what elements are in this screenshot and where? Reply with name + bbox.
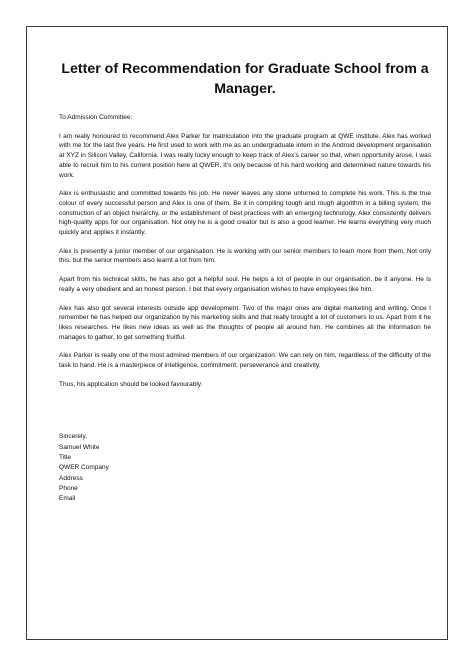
signature-company: QWER Company xyxy=(59,464,109,472)
letter-body xyxy=(59,113,431,389)
paragraph-intro: I am really honoured to recommend Alex Parker for matriculation into the graduate program at QWE institute. Alex has worked with me for the last five years. He first used to work with me as an undergraduate intern in the Android development organisation at XYZ in Silicon Valley, California. I was really lucky enough to keep track of Alex’s career so that, when opportunity arose, I was able to recruit him to his current position here at QWER. It’s only because of his hard working and determined nature towards his work. xyxy=(59,132,431,179)
paragraph-helpful-soul: Apart from his technical skills, he has also got a helpful soul. He helps a lot of people in our organisation, be it anyone. He is really a very obedient and an honest person. I bet that every organisation wishes to have employees like him. xyxy=(59,276,431,293)
letter-content xyxy=(59,59,431,505)
signature-address: Address xyxy=(59,474,83,482)
paragraph-interests: Alex has also got several interests outside app development. Two of the major ones are digital marketing and writing. Once I remember he has helped our organization by his marketing skills and that really brought a lot of customers to us. Apart from it he likes researches. He likes new ideas as well as the thoughts of people all around him. He combines all the information he manages to gather, to get something fruitful. xyxy=(59,304,431,341)
paragraph-conclusion: Thus, his application should be looked favourably. xyxy=(59,380,203,388)
salutation: To Admission Committee: xyxy=(59,114,133,121)
signature-name: Samuel White xyxy=(59,443,100,451)
signature-email: Email xyxy=(59,495,76,503)
paragraph-commitment: Alex is enthusiastic and committed towards his job. He never leaves any stone unturned to complete his work. This is the true colour of every successful person and Alex is one of them. Be it in compiling tough and rough algorithm in a billing system, the construction of an object hierarchy, or the establishment of best practices with an emerging technology. Alex consistently delivers high-quality apps for our organisation. Not only he is a good creator but is also a good learner. He learns everything very much quickly and applies it instantly. xyxy=(59,190,431,237)
signature-phone: Phone xyxy=(59,484,78,492)
letter-page xyxy=(26,26,448,640)
letter-title: Letter of Recommendation for Graduate School from a Manager. xyxy=(61,61,429,97)
signature-block xyxy=(59,432,431,504)
signature-closing: Sincerely, xyxy=(59,433,88,441)
paragraph-junior-member: Alex is presently a junior member of our organisation. He is working with our senior members to learn more from them. Not only this, but the senior members also learnt a lot from him. xyxy=(59,247,431,265)
paragraph-admired: Alex Parker is really one of the most admired members of our organization. We can rely on him, regardless of the difficulty of the task to hand. He is a masterpiece of intelligence, commitment, perseverance and creativity. xyxy=(59,352,431,370)
signature-title: Title xyxy=(59,454,72,462)
